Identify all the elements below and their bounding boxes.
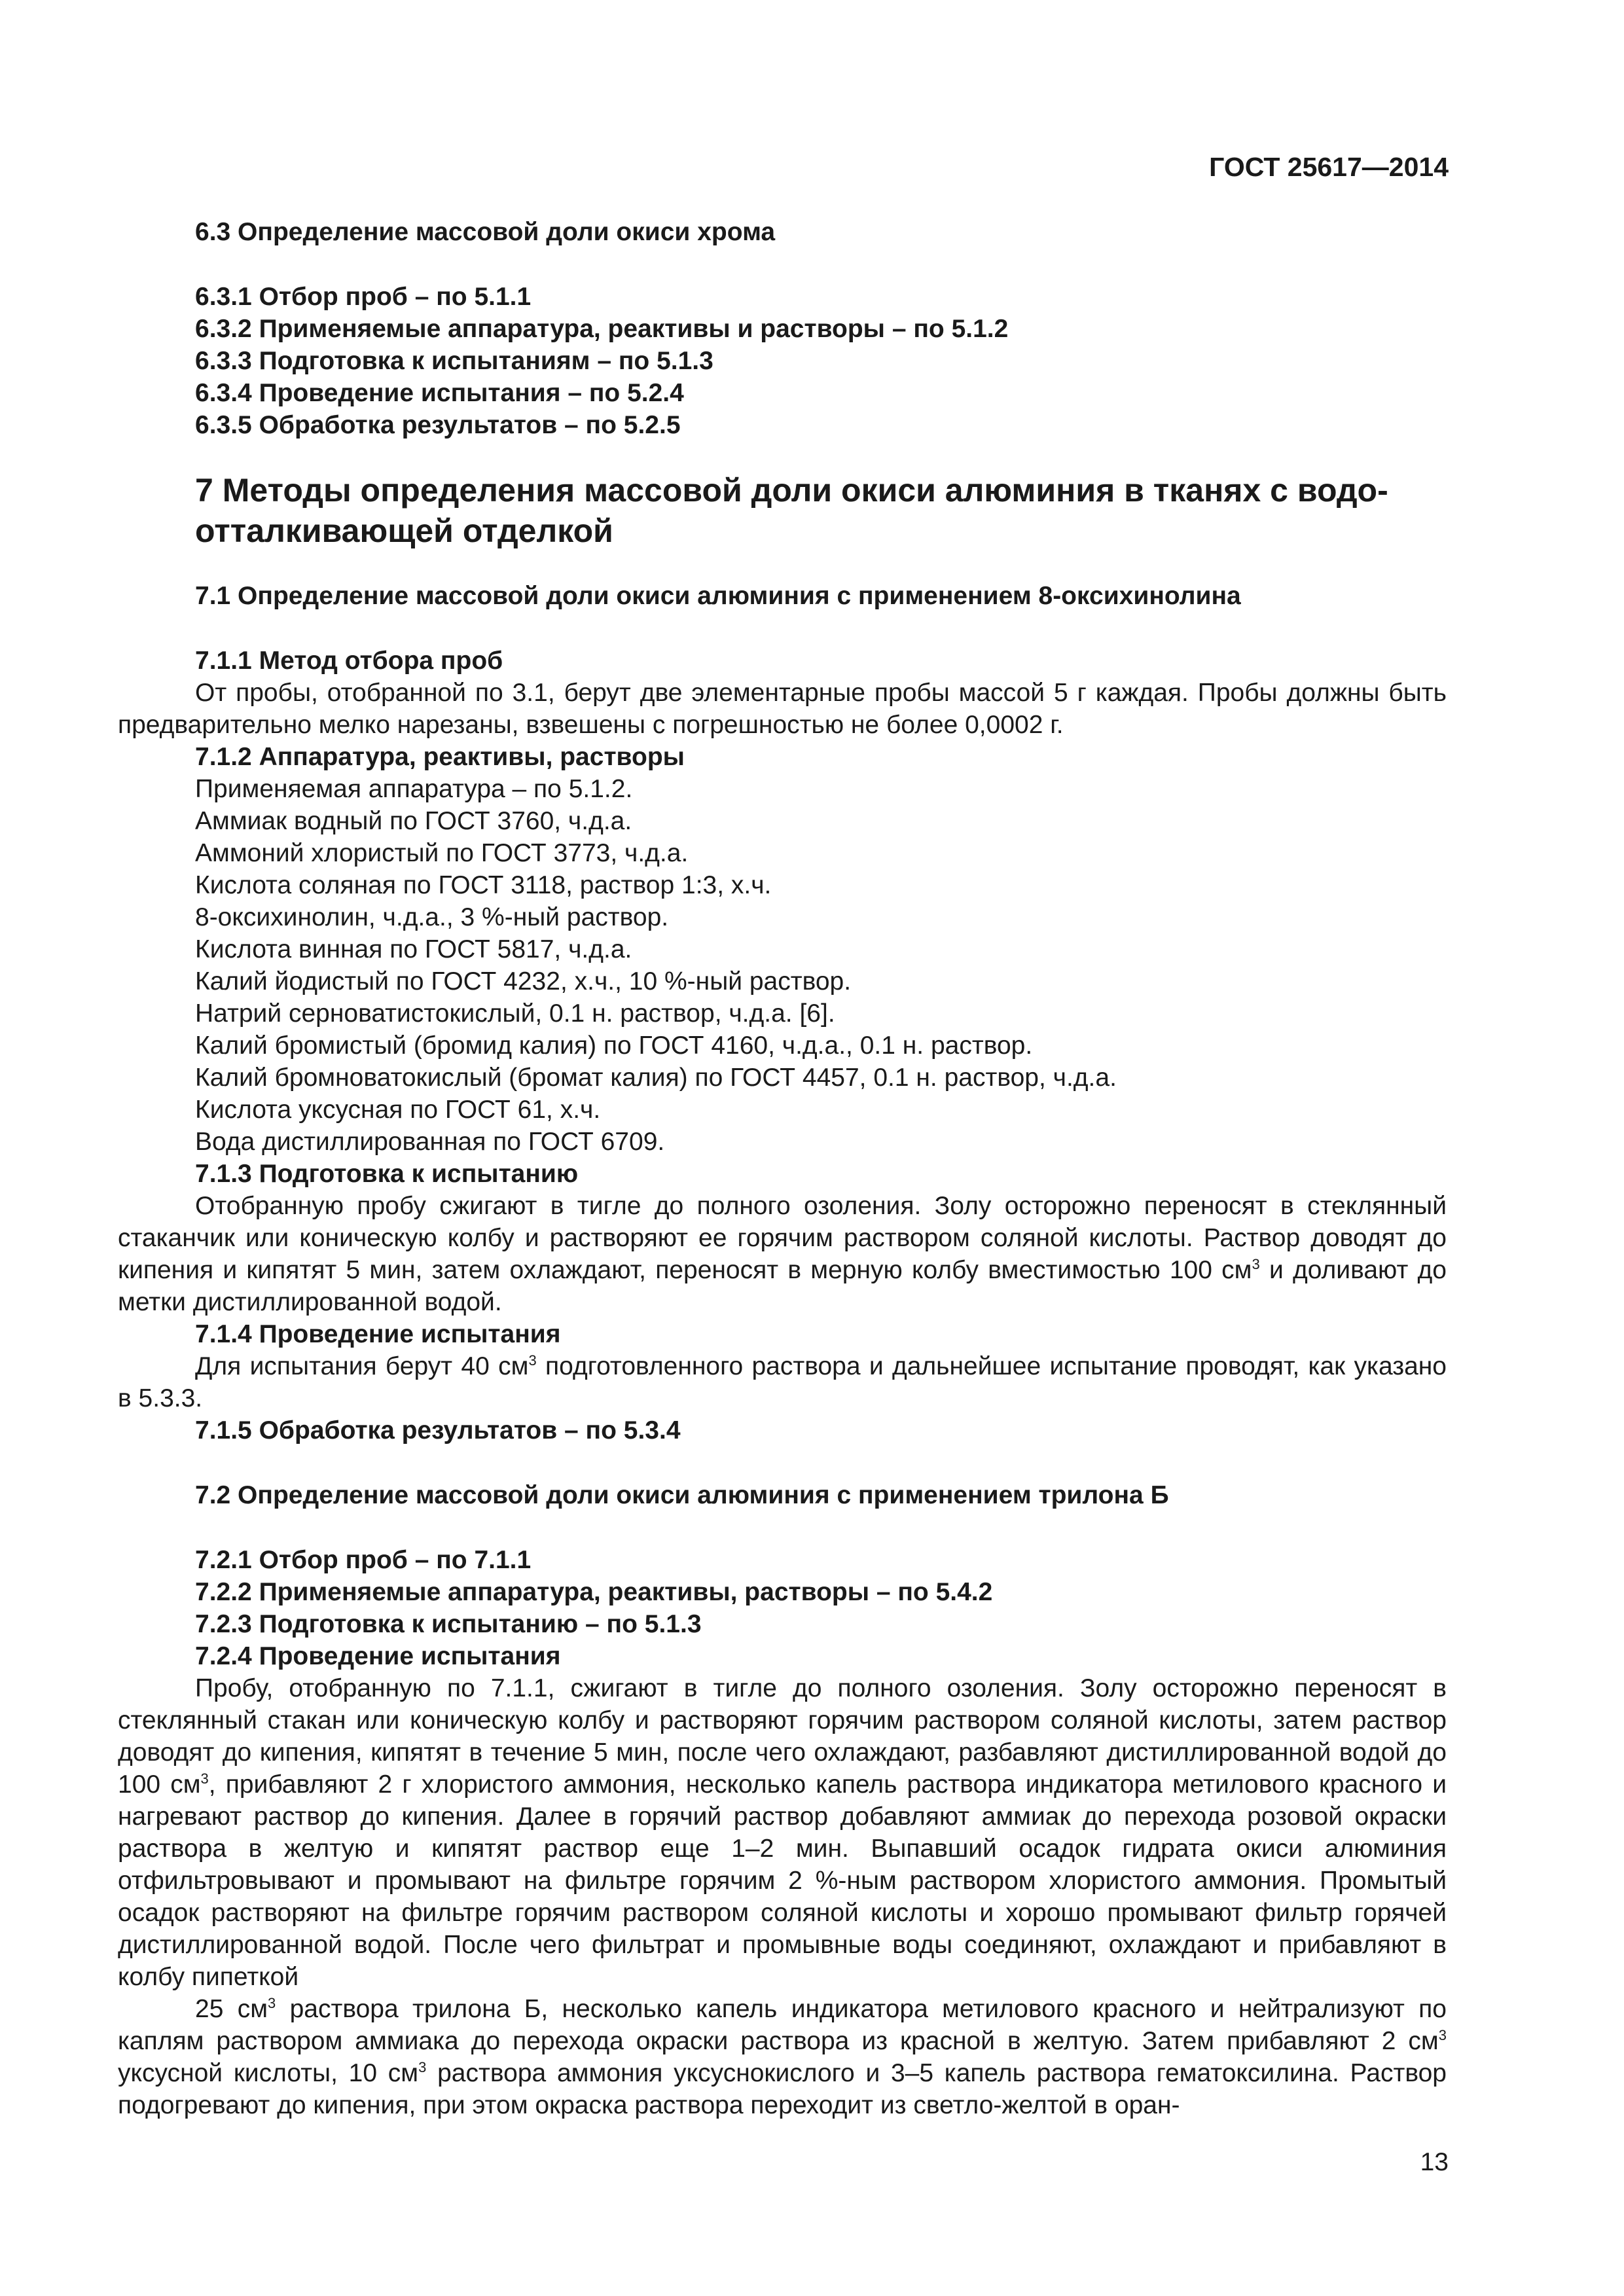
section-7-2-title: 7.2 Определение массовой доли окиси алюминия с применением трилона Б (195, 1481, 1169, 1509)
reagent-item: 8-оксихинолин, ч.д.а., 3 %-ный раствор. (195, 903, 669, 931)
section-6-3-3: 6.3.3 Подготовка к испытаниям – по 5.1.3 (195, 347, 713, 375)
reagent-item: Применяемая аппаратура – по 5.1.2. (195, 775, 633, 803)
section-6-3-5: 6.3.5 Обработка результатов – по 5.2.5 (195, 411, 681, 439)
superscript: 3 (200, 1770, 209, 1787)
section-6-3-title: 6.3 Определение массовой доли окиси хрома (195, 218, 776, 246)
reagent-item: Кислота соляная по ГОСТ 3118, раствор 1:3, х.ч. (195, 871, 772, 899)
text-run: Пробу, отобранную по 7.1.1, сжигают в тигле до полного озоления. Золу осторожно переносят в стеклянный стакан или коническую колбу и растворяют горячим раствором соляной кислоты, затем раствор доводят до кипения, кипятят в течение 5 мин, после чего охлаждают, разбавляют дистиллированной водой до 100 см (118, 1674, 1447, 1799)
text-run: уксусной кислоты, 10 см (118, 2059, 419, 2087)
section-7-2-4-para2 (118, 1993, 1447, 2121)
document-body (118, 216, 1447, 2121)
text-run: 25 см (195, 1995, 268, 2023)
reagent-item: Аммиак водный по ГОСТ 3760, ч.д.а. (195, 807, 632, 835)
section-7-2-3: 7.2.3 Подготовка к испытанию – по 5.1.3 (195, 1610, 702, 1638)
text-run: Отобранную пробу сжигают в тигле до полного озоления. Золу осторожно переносят в стеклянный стаканчик или коническую колбу и растворяют ее горячим раствором соляной кислоты. Раствор доводят до кипения и кипятят 5 мин, затем охлаждают, переносят в мерную колбу вместимостью 100 см (118, 1192, 1447, 1284)
superscript: 3 (268, 1995, 276, 2011)
reagent-item: Калий бромноватокислый (бромат калия) по ГОСТ 4457, 0.1 н. раствор, ч.д.а. (195, 1064, 1117, 1092)
section-7-2-4: 7.2.4 Проведение испытания (195, 1642, 561, 1670)
section-7-title (118, 470, 1447, 551)
superscript: 3 (1252, 1256, 1260, 1272)
section-7-2-4-para1 (118, 1672, 1447, 1993)
section-7-1-5-title: 7.1.5 Обработка результатов – по 5.3.4 (195, 1416, 681, 1444)
section-7-1-1-title: 7.1.1 Метод отбора проб (195, 647, 503, 675)
reagent-item: Калий йодистый по ГОСТ 4232, х.ч., 10 %-ный раствор. (195, 967, 852, 996)
section-7-title-line2: отталкивающей отделкой (195, 512, 613, 549)
section-7-2-1: 7.2.1 Отбор проб – по 7.1.1 (195, 1546, 532, 1574)
section-7-1-2-title: 7.1.2 Аппаратура, реактивы, растворы (195, 743, 685, 771)
text-run: подготовленного раствора и дальнейшее испытание проводят, как указано в 5.3.3. (118, 1352, 1447, 1412)
reagent-item: Вода дистиллированная по ГОСТ 6709. (195, 1128, 665, 1156)
section-7-1-4-text (118, 1350, 1447, 1414)
section-7-1-3-title: 7.1.3 Подготовка к испытанию (195, 1160, 579, 1188)
superscript: 3 (418, 2059, 427, 2075)
text-run: Для испытания берут 40 см (195, 1352, 529, 1380)
section-7-1-title: 7.1 Определение массовой доли окиси алюминия с применением 8-оксихинолина (195, 582, 1241, 610)
reagent-item: Натрий серноватистокислый, 0.1 н. раствор, ч.д.а. [6]. (195, 999, 835, 1028)
text-run: , прибавляют 2 г хлористого аммония, несколько капель раствора индикатора метилового красного и нагревают раствор до кипения. Далее в горячий раствор добавляют аммиак до перехода розовой окраски раствора в желтую и кипятят раствор еще 1–2 мин. Выпавший осадок гидрата окиси алюминия отфильтровывают и промывают на фильтре горячим 2 %-ным раствором хлористого аммония. Промытый осадок растворяют на фильтре горячим раствором соляной кислоты и хорошо промывают фильтр горячей дистиллированной водой. После чего фильтрат и промывные воды соединяют, охлаждают и прибавляют в колбу пипеткой (118, 1770, 1447, 1991)
reagent-item: Калий бромистый (бромид калия) по ГОСТ 4160, ч.д.а., 0.1 н. раствор. (195, 1031, 1033, 1060)
section-6-3-4: 6.3.4 Проведение испытания – по 5.2.4 (195, 379, 684, 407)
page-number: 13 (1420, 2148, 1449, 2176)
text-run: раствора аммония уксуснокислого и 3–5 капель раствора гематоксилина. Раствор подогревают до кипения, при этом окраска раствора переходит из светло-желтой в оран- (118, 2059, 1447, 2119)
section-6-3-2: 6.3.2 Применяемые аппаратура, реактивы и растворы – по 5.1.2 (195, 315, 1009, 343)
superscript: 3 (528, 1352, 537, 1369)
reagent-item: Кислота винная по ГОСТ 5817, ч.д.а. (195, 935, 632, 963)
text-run: раствора трилона Б, несколько капель индикатора метилового красного и нейтрализуют по каплям раствором аммиака до перехода окраски раствора из красной в желтую. Затем прибавляют 2 см (118, 1995, 1447, 2055)
section-7-1-1-text: От пробы, отобранной по 3.1, берут две элементарные пробы массой 5 г каждая. Пробы должны быть предварительно мелко нарезаны, взвешены с погрешностью не более 0,0002 г. (118, 679, 1447, 739)
text-run: и доливают до метки дистиллированной водой. (118, 1256, 1447, 1316)
section-7-1-4-title: 7.1.4 Проведение испытания (195, 1320, 561, 1348)
superscript: 3 (1438, 2027, 1447, 2043)
reagent-item: Аммоний хлористый по ГОСТ 3773, ч.д.а. (195, 839, 689, 867)
section-7-1-3-text (118, 1190, 1447, 1318)
document-header: ГОСТ 25617—2014 (1209, 152, 1449, 182)
section-7-2-2: 7.2.2 Применяемые аппаратура, реактивы, растворы – по 5.4.2 (195, 1578, 993, 1606)
section-7-title-line1: 7 Методы определения массовой доли окиси алюминия в тканях с водо- (195, 472, 1388, 509)
reagent-item: Кислота уксусная по ГОСТ 61, х.ч. (195, 1096, 601, 1124)
section-6-3-1: 6.3.1 Отбор проб – по 5.1.1 (195, 283, 532, 311)
